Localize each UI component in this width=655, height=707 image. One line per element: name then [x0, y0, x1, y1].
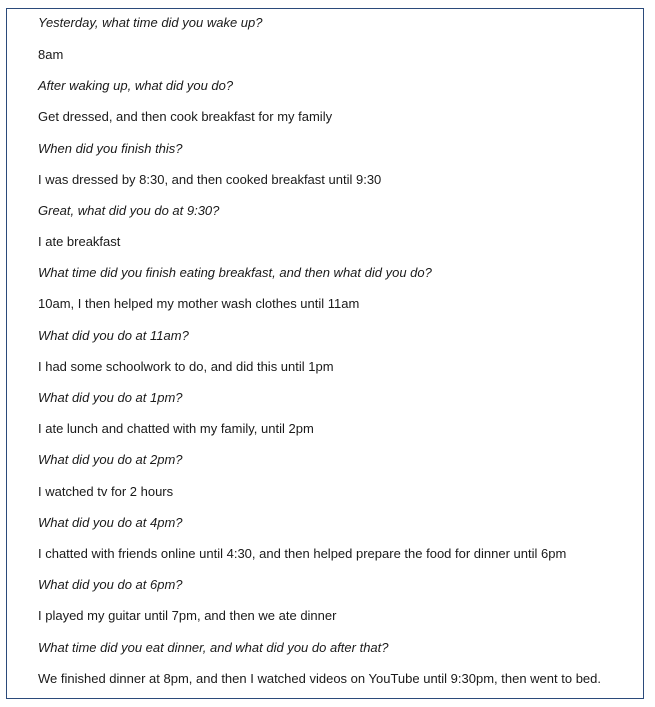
answer-line: I had some schoolwork to do, and did this until 1pm: [38, 359, 334, 374]
answer-line: I ate breakfast: [38, 234, 121, 249]
question-line: Yesterday, what time did you wake up?: [38, 15, 263, 30]
answer-line: I played my guitar until 7pm, and then we ate dinner: [38, 608, 337, 623]
question-line: What time did you finish eating breakfast, and then what did you do?: [38, 265, 432, 280]
question-line: Great, what did you do at 9:30?: [38, 203, 220, 218]
question-line: What did you do at 1pm?: [38, 390, 183, 405]
answer-line: Get dressed, and then cook breakfast for my family: [38, 109, 333, 124]
answer-line: I watched tv for 2 hours: [38, 484, 174, 499]
answer-line: We finished dinner at 8pm, and then I watched videos on YouTube until 9:30pm, then went to bed.: [38, 671, 601, 686]
question-line: What did you do at 4pm?: [38, 515, 183, 530]
question-line: What did you do at 2pm?: [38, 452, 183, 467]
answer-line: I was dressed by 8:30, and then cooked breakfast until 9:30: [38, 172, 382, 187]
question-line: What did you do at 6pm?: [38, 577, 183, 592]
answer-line: 8am: [38, 47, 64, 62]
question-line: What did you do at 11am?: [38, 328, 189, 343]
answer-line: I chatted with friends online until 4:30, and then helped prepare the food for dinner until 6pm: [38, 546, 567, 561]
answer-line: I ate lunch and chatted with my family, until 2pm: [38, 421, 314, 436]
question-line: After waking up, what did you do?: [38, 78, 234, 93]
question-line: What time did you eat dinner, and what did you do after that?: [38, 640, 389, 655]
question-line: When did you finish this?: [38, 141, 183, 156]
answer-line: 10am, I then helped my mother wash clothes until 11am: [38, 296, 360, 311]
